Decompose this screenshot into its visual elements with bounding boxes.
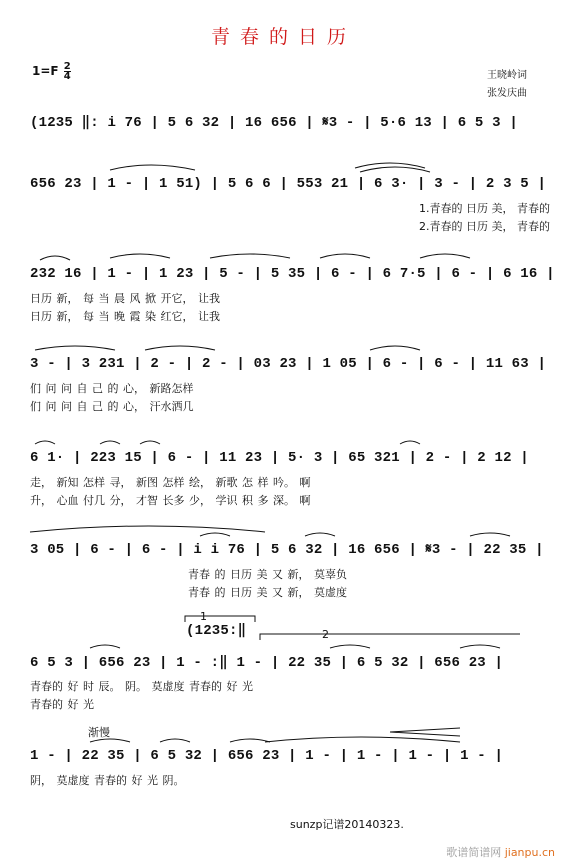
volta-bracket-2 <box>260 634 520 640</box>
diminuendo-hairpin <box>390 728 460 736</box>
lyric-line-6b: 青春 的 日历 美 又 新， 莫虚度 <box>188 586 347 599</box>
lyric-line-2a: 1.青春的 日历 美， 青春的 <box>419 202 550 215</box>
key-label: 1=F <box>32 64 59 78</box>
notation-line-8: 1 - | 22 35 | 6 5 32 | 656 23 | 1 - | 1 - | 1 - | 1 - | <box>30 748 504 764</box>
slur <box>265 737 460 742</box>
slur <box>330 645 370 648</box>
slur <box>100 441 120 444</box>
slur <box>90 739 130 742</box>
slur <box>110 165 195 170</box>
song-title: 青春的日历 <box>210 26 356 48</box>
slur <box>370 346 420 350</box>
slur <box>140 441 160 444</box>
volta-2-label: 2 <box>322 628 329 641</box>
lyric-line-7a: 青春的 好 时 辰。 阴。 莫虚度 青春的 好 光 <box>30 680 253 693</box>
lyric-line-4a: 们 问 问 自 己 的 心， 新路怎样 <box>30 382 194 395</box>
notation-line-2: 656 23 | 1 - | 1 51) | 5 6 6 | 553 21 | 6 3· | 3 - | 2 3 5 | <box>30 176 547 192</box>
slur <box>160 739 190 742</box>
composer-credit: 张发庆曲 <box>487 88 527 99</box>
notation-line-1: (1235 ‖: i 76 | 5 6 32 | 16 656 | 𝄋3 - | 5·6 13 | 6 5 3 | <box>30 115 518 131</box>
transcriber-signature: sunzp记谱20140323. <box>290 818 404 831</box>
lyric-line-2b: 2.青春的 日历 美， 青春的 <box>419 220 550 233</box>
slur <box>40 256 70 260</box>
slur <box>200 533 230 536</box>
notation-line-5: 6 1· | 223 15 | 6 - | 11 23 | 5· 3 | 65 321 | 2 - | 2 12 | <box>30 450 529 466</box>
slur <box>145 346 215 350</box>
slur <box>460 645 500 648</box>
watermark-text: 歌谱简谱网 <box>446 846 502 859</box>
slur <box>35 441 55 444</box>
notation-line-3: 232 16 | 1 - | 1 23 | 5 - | 5 35 | 6 - | 6 7·5 | 6 - | 6 16 | <box>30 266 555 282</box>
slur <box>30 526 265 532</box>
lyricist-credit: 王晓岭词 <box>487 70 527 81</box>
slur <box>230 739 270 742</box>
volta-1-label: 1 <box>200 610 207 623</box>
lyric-line-3b: 日历 新， 每 当 晚 霞 染 红它， 让我 <box>30 310 220 323</box>
slur <box>420 254 470 258</box>
slur <box>320 254 370 258</box>
time-bottom: 4 <box>63 71 71 82</box>
slur <box>400 441 420 444</box>
slur <box>360 167 430 172</box>
lyric-line-3a: 日历 新， 每 当 晨 风 掀 开它， 让我 <box>30 292 220 305</box>
slur <box>470 533 510 536</box>
watermark-url: jianpu.cn <box>504 846 555 859</box>
lyric-line-7b: 青春的 好 光 <box>30 698 94 711</box>
tempo-mark: 渐慢 <box>88 726 110 739</box>
slur <box>35 346 115 350</box>
volta-bracket-1 <box>185 616 255 622</box>
notation-line-6: 3 05 | 6 - | 6 - | i i 76 | 5 6 32 | 16 656 | 𝄋3 - | 22 35 | <box>30 542 544 558</box>
lyric-line-5a: 走， 新知 怎样 寻， 新图 怎样 绘， 新歌 怎 样 吟。 啊 <box>30 476 311 489</box>
notation-line-7: 6 5 3 | 656 23 | 1 - :‖ 1 - | 22 35 | 6 5 32 | 656 23 | <box>30 655 504 671</box>
slur <box>210 254 290 258</box>
lyric-line-6a: 青春 的 日历 美 又 新， 莫辜负 <box>188 568 347 581</box>
lyric-line-8a: 阴， 莫虚度 青春的 好 光 阴。 <box>30 774 185 787</box>
lyric-line-5b: 升， 心血 付几 分， 才智 长多 少， 学识 积 多 深。 啊 <box>30 494 311 507</box>
slur <box>305 533 335 536</box>
slur <box>110 254 170 258</box>
repeat-intro: (1235:‖ <box>186 623 247 639</box>
slur <box>90 645 120 648</box>
notation-line-4: 3 - | 3 231 | 2 - | 2 - | 03 23 | 1 05 | 6 - | 6 - | 11 63 | <box>30 356 547 372</box>
lyric-line-4b: 们 问 问 自 己 的 心， 汗水洒几 <box>30 400 194 413</box>
time-top: 2 <box>63 61 71 72</box>
